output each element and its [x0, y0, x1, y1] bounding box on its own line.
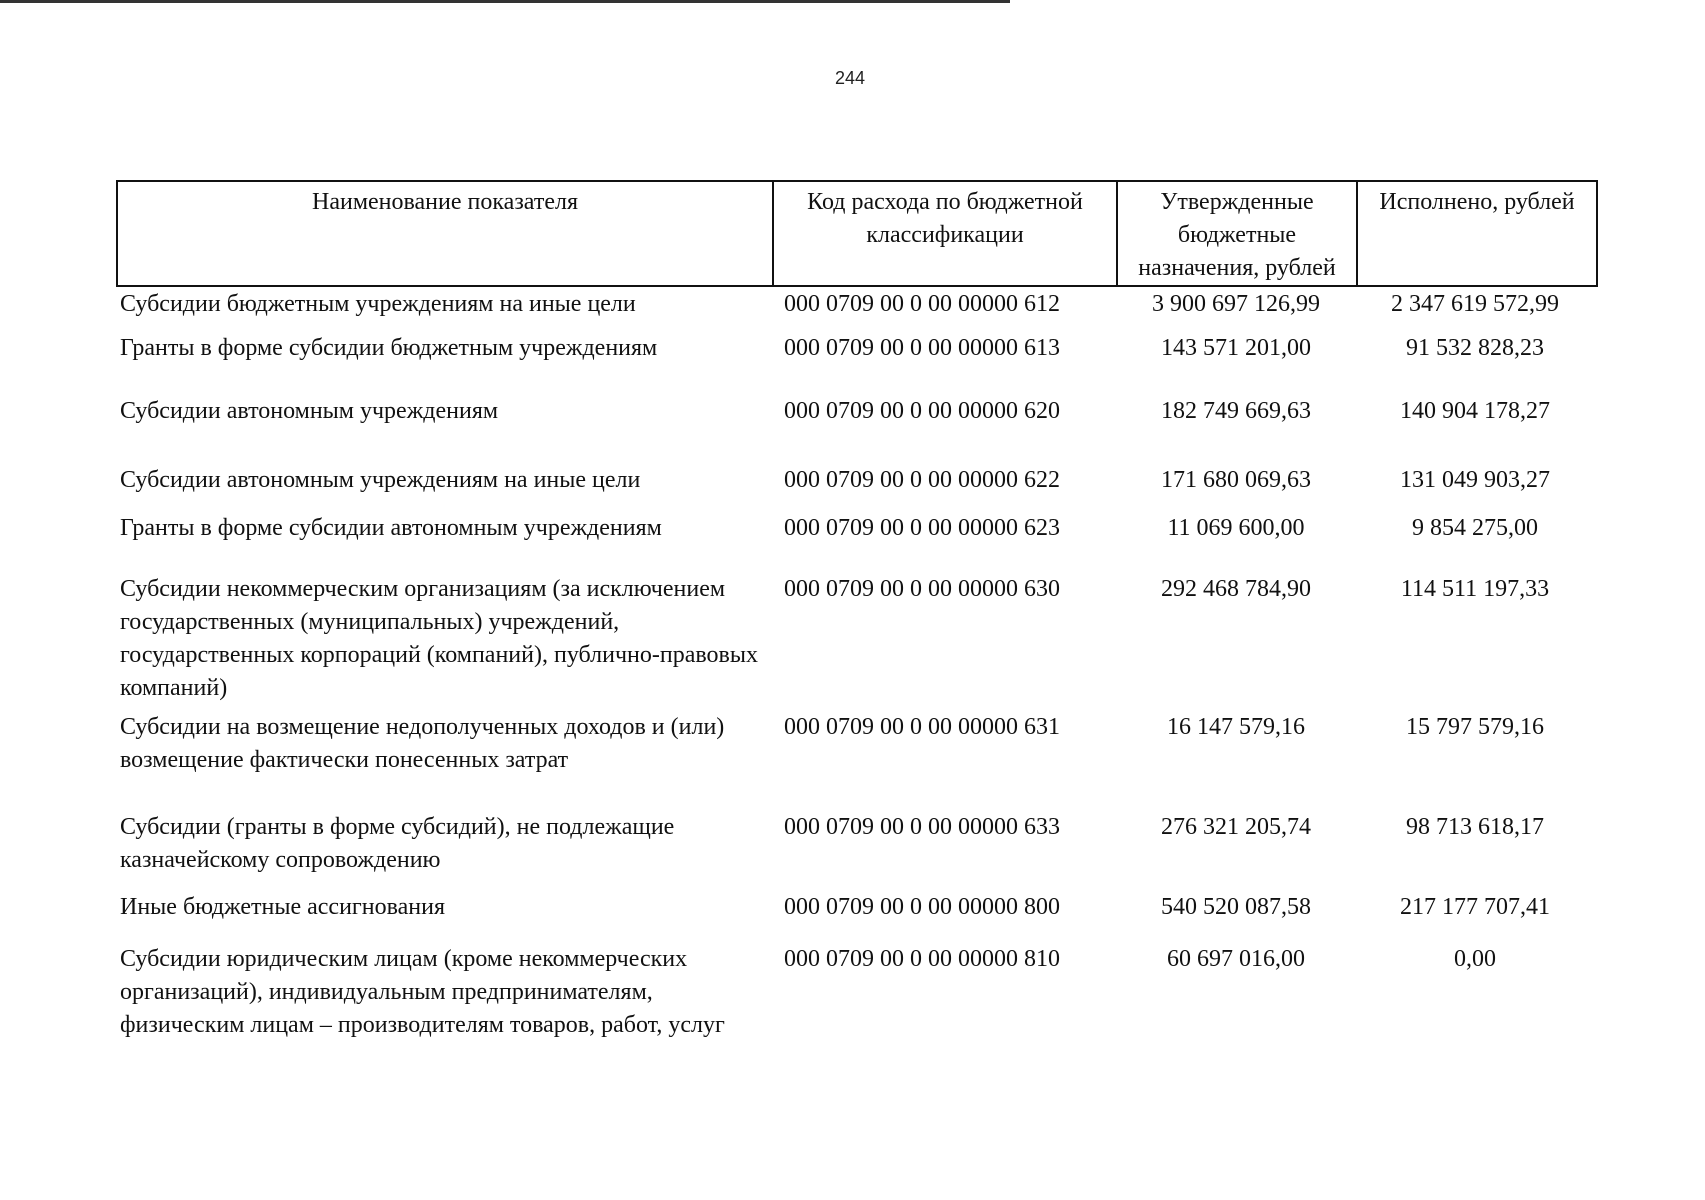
row-code: 000 0709 00 0 00 00000 613 [784, 335, 1060, 361]
header-executed: Исполнено, рублей [1379, 189, 1575, 215]
row-approved: 292 468 784,90 [1161, 576, 1311, 602]
table-row [116, 395, 1598, 428]
row-approved: 11 069 600,00 [1167, 515, 1305, 541]
row-name: Субсидии юридическим лицам (кроме некоммерческих организаций), индивидуальным предпринимателям, физическим лицам – производителям товаров, работ, услуг [120, 946, 725, 1038]
row-approved: 143 571 201,00 [1161, 335, 1311, 361]
table-header [116, 180, 1598, 287]
row-executed: 98 713 618,17 [1406, 814, 1544, 840]
row-name: Субсидии на возмещение недополученных доходов и (или) возмещение фактически понесенных затрат [120, 714, 725, 773]
row-code: 000 0709 00 0 00 00000 623 [784, 515, 1060, 541]
row-executed: 91 532 828,23 [1406, 335, 1544, 361]
row-name: Гранты в форме субсидии бюджетным учреждениям [120, 335, 658, 361]
row-name: Субсидии некоммерческим организациям (за исключением государственных (муниципальных) учреждений, государственных корпораций (компаний), публично-правовых компаний) [120, 576, 758, 701]
row-executed: 217 177 707,41 [1400, 894, 1550, 920]
row-executed: 140 904 178,27 [1400, 398, 1550, 424]
header-name: Наименование показателя [118, 182, 774, 285]
table-row [116, 512, 1598, 545]
table-row [116, 332, 1598, 365]
table-row [116, 288, 1598, 321]
table-row [116, 811, 1598, 877]
row-approved: 171 680 069,63 [1161, 467, 1311, 493]
header-code: Код расхода по бюджетной классификации [774, 182, 1118, 285]
row-approved: 276 321 205,74 [1161, 814, 1311, 840]
row-approved: 540 520 087,58 [1161, 894, 1311, 920]
top-rule [0, 0, 1010, 3]
row-name: Субсидии бюджетным учреждениям на иные цели [120, 291, 636, 317]
row-name: Иные бюджетные ассигнования [120, 894, 445, 920]
table-row [116, 464, 1598, 497]
row-code: 000 0709 00 0 00 00000 800 [784, 894, 1060, 920]
row-code: 000 0709 00 0 00 00000 622 [784, 467, 1060, 493]
row-code: 000 0709 00 0 00 00000 633 [784, 814, 1060, 840]
row-executed: 2 347 619 572,99 [1391, 291, 1559, 317]
row-name: Гранты в форме субсидии автономным учреждениям [120, 515, 662, 541]
row-approved: 16 147 579,16 [1167, 714, 1305, 740]
row-code: 000 0709 00 0 00 00000 620 [784, 398, 1060, 424]
header-approved: Утвержденные бюджетные назначения, рублей [1118, 182, 1358, 285]
table-row [116, 711, 1598, 777]
row-executed: 0,00 [1454, 946, 1496, 972]
row-executed: 15 797 579,16 [1406, 714, 1544, 740]
row-code: 000 0709 00 0 00 00000 631 [784, 714, 1060, 740]
row-name: Субсидии (гранты в форме субсидий), не подлежащие казначейскому сопровождению [120, 814, 675, 873]
row-approved: 182 749 669,63 [1161, 398, 1311, 424]
row-code: 000 0709 00 0 00 00000 612 [784, 291, 1060, 317]
table-row [116, 943, 1598, 1042]
table-row [116, 891, 1598, 924]
row-executed: 114 511 197,33 [1400, 576, 1550, 602]
row-name: Субсидии автономным учреждениям на иные цели [120, 467, 641, 493]
row-code: 000 0709 00 0 00 00000 810 [784, 946, 1060, 972]
row-approved: 60 697 016,00 [1167, 946, 1305, 972]
row-executed: 131 049 903,27 [1400, 467, 1550, 493]
row-approved: 3 900 697 126,99 [1152, 291, 1320, 317]
row-code: 000 0709 00 0 00 00000 630 [784, 576, 1060, 602]
row-executed: 9 854 275,00 [1412, 515, 1538, 541]
row-name: Субсидии автономным учреждениям [120, 398, 499, 424]
table-row [116, 573, 1598, 705]
page-number: 244 [835, 68, 866, 88]
